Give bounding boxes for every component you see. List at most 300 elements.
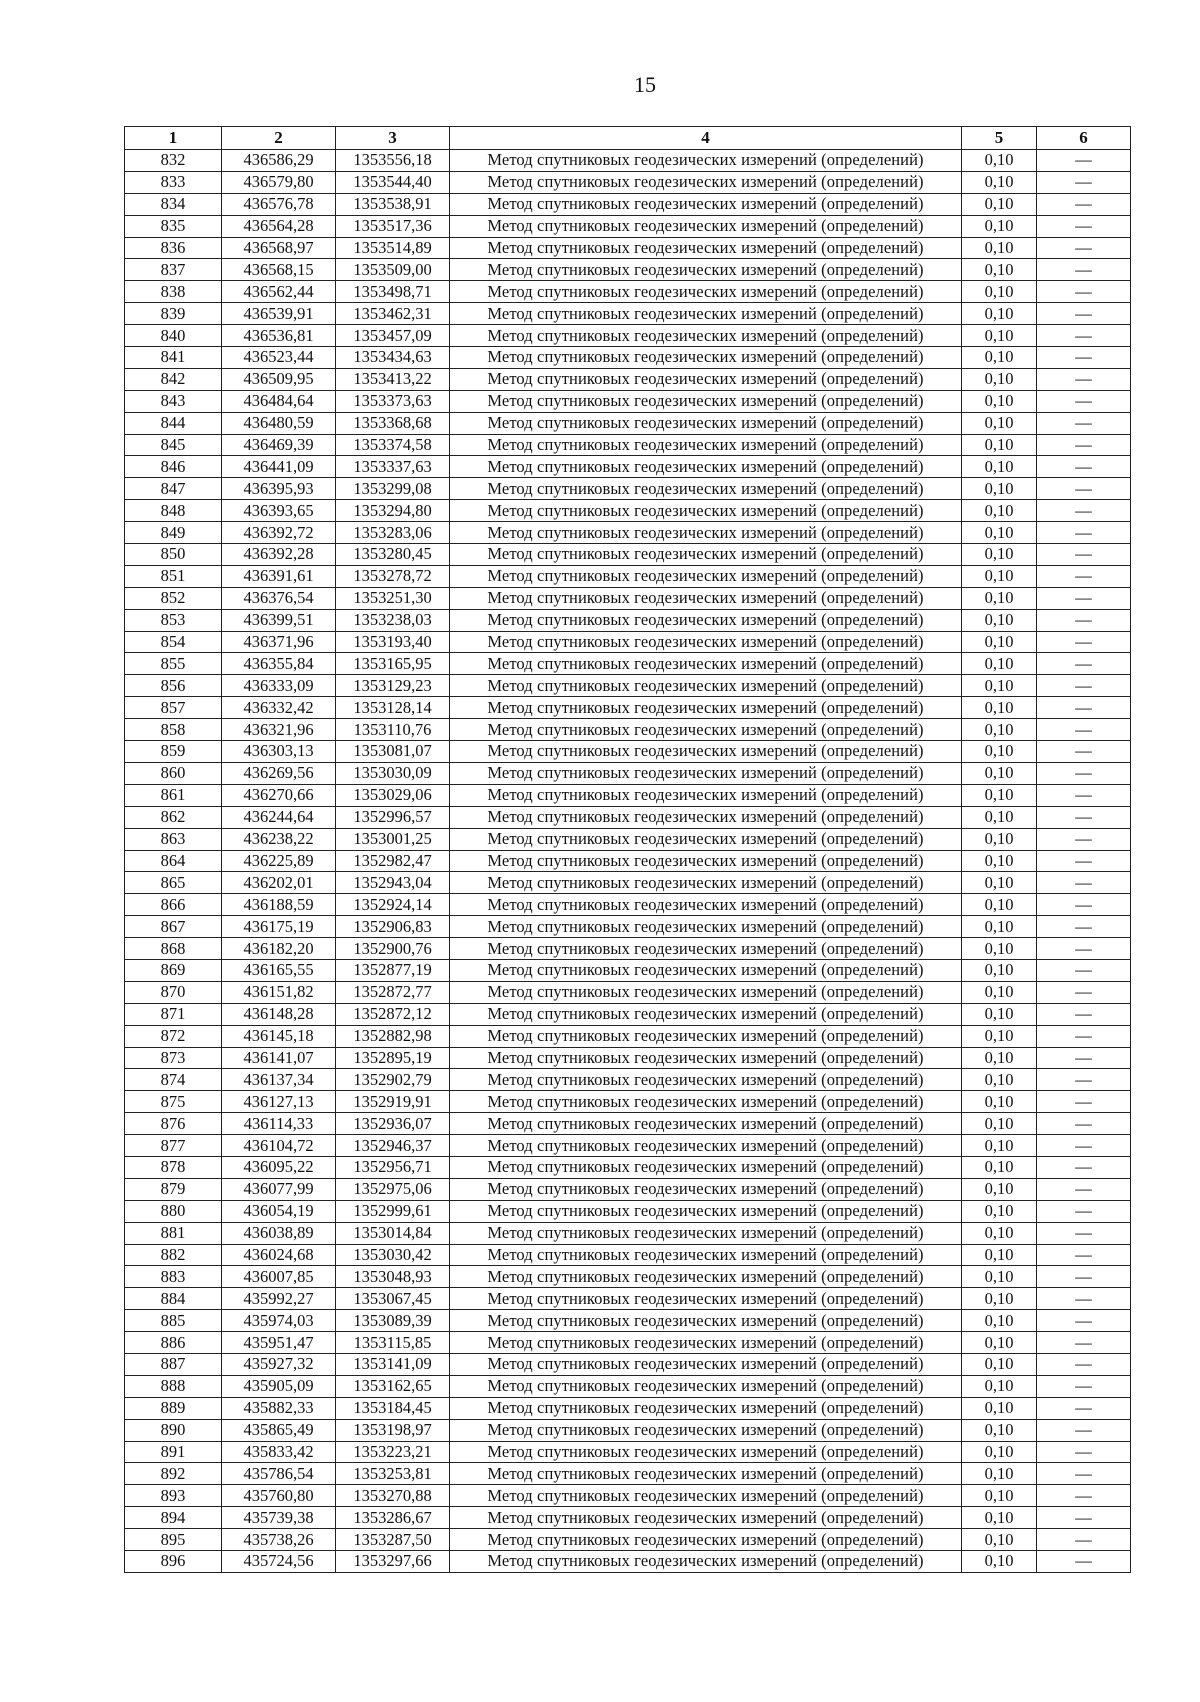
x-coordinate-cell: 436392,72 (222, 522, 336, 544)
description-cell: — (1037, 916, 1131, 938)
point-number-cell: 861 (125, 784, 222, 806)
method-cell: Метод спутниковых геодезических измерений (определений) (450, 828, 962, 850)
point-number-cell: 879 (125, 1178, 222, 1200)
table-row (125, 544, 1131, 566)
precision-cell: 0,10 (962, 281, 1037, 303)
precision-cell: 0,10 (962, 762, 1037, 784)
y-coordinate-cell: 1352975,06 (336, 1178, 450, 1200)
table-row (125, 1069, 1131, 1091)
method-cell: Метод спутниковых геодезических измерений (определений) (450, 1397, 962, 1419)
description-cell: — (1037, 1178, 1131, 1200)
y-coordinate-cell: 1353457,09 (336, 325, 450, 347)
x-coordinate-cell: 436568,97 (222, 237, 336, 259)
precision-cell: 0,10 (962, 959, 1037, 981)
description-cell: — (1037, 171, 1131, 193)
description-cell: — (1037, 1441, 1131, 1463)
y-coordinate-cell: 1353283,06 (336, 522, 450, 544)
precision-cell: 0,10 (962, 587, 1037, 609)
description-cell: — (1037, 237, 1131, 259)
table-row (125, 193, 1131, 215)
x-coordinate-cell: 436355,84 (222, 653, 336, 675)
method-cell: Метод спутниковых геодезических измерений (определений) (450, 631, 962, 653)
point-number-cell: 889 (125, 1397, 222, 1419)
x-coordinate-cell: 436536,81 (222, 325, 336, 347)
table-row (125, 478, 1131, 500)
description-cell: — (1037, 1091, 1131, 1113)
table-row (125, 916, 1131, 938)
table-row (125, 347, 1131, 369)
method-cell: Метод спутниковых геодезических измерений (определений) (450, 500, 962, 522)
table-row (125, 1397, 1131, 1419)
point-number-cell: 858 (125, 719, 222, 741)
header-col-1: 1 (125, 127, 222, 150)
precision-cell: 0,10 (962, 171, 1037, 193)
description-cell: — (1037, 565, 1131, 587)
x-coordinate-cell: 436188,59 (222, 894, 336, 916)
description-cell: — (1037, 1332, 1131, 1354)
page-number: 15 (634, 72, 656, 97)
description-cell: — (1037, 150, 1131, 172)
y-coordinate-cell: 1352919,91 (336, 1091, 450, 1113)
y-coordinate-cell: 1353270,88 (336, 1485, 450, 1507)
precision-cell: 0,10 (962, 1310, 1037, 1332)
x-coordinate-cell: 436127,13 (222, 1091, 336, 1113)
description-cell: — (1037, 215, 1131, 237)
y-coordinate-cell: 1353184,45 (336, 1397, 450, 1419)
point-number-cell: 875 (125, 1091, 222, 1113)
method-cell: Метод спутниковых геодезических измерений (определений) (450, 478, 962, 500)
method-cell: Метод спутниковых геодезических измерений (определений) (450, 1266, 962, 1288)
precision-cell: 0,10 (962, 1244, 1037, 1266)
precision-cell: 0,10 (962, 303, 1037, 325)
description-cell: — (1037, 675, 1131, 697)
description-cell: — (1037, 806, 1131, 828)
x-coordinate-cell: 435905,09 (222, 1375, 336, 1397)
point-number-cell: 876 (125, 1113, 222, 1135)
point-number-cell: 851 (125, 565, 222, 587)
table-row (125, 872, 1131, 894)
point-number-cell: 867 (125, 916, 222, 938)
x-coordinate-cell: 436392,28 (222, 544, 336, 566)
x-coordinate-cell: 436148,28 (222, 1003, 336, 1025)
method-cell: Метод спутниковых геодезических измерений (определений) (450, 259, 962, 281)
point-number-cell: 838 (125, 281, 222, 303)
precision-cell: 0,10 (962, 1113, 1037, 1135)
x-coordinate-cell: 435951,47 (222, 1332, 336, 1354)
method-cell: Метод спутниковых геодезических измерений (определений) (450, 1353, 962, 1375)
y-coordinate-cell: 1353373,63 (336, 390, 450, 412)
method-cell: Метод спутниковых геодезических измерений (определений) (450, 1047, 962, 1069)
x-coordinate-cell: 436399,51 (222, 609, 336, 631)
x-coordinate-cell: 436564,28 (222, 215, 336, 237)
table-row (125, 303, 1131, 325)
description-cell: — (1037, 697, 1131, 719)
description-cell: — (1037, 544, 1131, 566)
description-cell: — (1037, 938, 1131, 960)
point-number-cell: 856 (125, 675, 222, 697)
point-number-cell: 892 (125, 1463, 222, 1485)
table-row (125, 259, 1131, 281)
point-number-cell: 832 (125, 150, 222, 172)
y-coordinate-cell: 1353198,97 (336, 1419, 450, 1441)
method-cell: Метод спутниковых геодезических измерений (определений) (450, 675, 962, 697)
description-cell: — (1037, 1288, 1131, 1310)
precision-cell: 0,10 (962, 500, 1037, 522)
description-cell: — (1037, 1069, 1131, 1091)
y-coordinate-cell: 1353115,85 (336, 1332, 450, 1354)
precision-cell: 0,10 (962, 872, 1037, 894)
precision-cell: 0,10 (962, 565, 1037, 587)
description-cell: — (1037, 347, 1131, 369)
x-coordinate-cell: 435786,54 (222, 1463, 336, 1485)
method-cell: Метод спутниковых геодезических измерений (определений) (450, 281, 962, 303)
point-number-cell: 845 (125, 434, 222, 456)
x-coordinate-cell: 435974,03 (222, 1310, 336, 1332)
table-body (125, 150, 1131, 1573)
precision-cell: 0,10 (962, 1397, 1037, 1419)
precision-cell: 0,10 (962, 828, 1037, 850)
x-coordinate-cell: 436469,39 (222, 434, 336, 456)
point-number-cell: 882 (125, 1244, 222, 1266)
point-number-cell: 883 (125, 1266, 222, 1288)
y-coordinate-cell: 1352877,19 (336, 959, 450, 981)
y-coordinate-cell: 1353287,50 (336, 1529, 450, 1551)
point-number-cell: 836 (125, 237, 222, 259)
precision-cell: 0,10 (962, 259, 1037, 281)
description-cell: — (1037, 981, 1131, 1003)
table-row (125, 631, 1131, 653)
description-cell: — (1037, 1003, 1131, 1025)
description-cell: — (1037, 959, 1131, 981)
point-number-cell: 850 (125, 544, 222, 566)
description-cell: — (1037, 281, 1131, 303)
method-cell: Метод спутниковых геодезических измерений (определений) (450, 1441, 962, 1463)
precision-cell: 0,10 (962, 347, 1037, 369)
precision-cell: 0,10 (962, 675, 1037, 697)
method-cell: Метод спутниковых геодезических измерений (определений) (450, 1419, 962, 1441)
method-cell: Метод спутниковых геодезических измерений (определений) (450, 959, 962, 981)
precision-cell: 0,10 (962, 1156, 1037, 1178)
table-row (125, 609, 1131, 631)
x-coordinate-cell: 436095,22 (222, 1156, 336, 1178)
table-row (125, 653, 1131, 675)
precision-cell: 0,10 (962, 1135, 1037, 1157)
description-cell: — (1037, 1025, 1131, 1047)
x-coordinate-cell: 436007,85 (222, 1266, 336, 1288)
y-coordinate-cell: 1353462,31 (336, 303, 450, 325)
method-cell: Метод спутниковых геодезических измерений (определений) (450, 1529, 962, 1551)
x-coordinate-cell: 436576,78 (222, 193, 336, 215)
method-cell: Метод спутниковых геодезических измерений (определений) (450, 368, 962, 390)
y-coordinate-cell: 1353067,45 (336, 1288, 450, 1310)
description-cell: — (1037, 1310, 1131, 1332)
header-col-5: 5 (962, 127, 1037, 150)
x-coordinate-cell: 436303,13 (222, 741, 336, 763)
precision-cell: 0,10 (962, 412, 1037, 434)
method-cell: Метод спутниковых геодезических измерений (определений) (450, 1288, 962, 1310)
precision-cell: 0,10 (962, 1529, 1037, 1551)
precision-cell: 0,10 (962, 434, 1037, 456)
method-cell: Метод спутниковых геодезических измерений (определений) (450, 1375, 962, 1397)
precision-cell: 0,10 (962, 697, 1037, 719)
table-row (125, 171, 1131, 193)
precision-cell: 0,10 (962, 631, 1037, 653)
precision-cell: 0,10 (962, 1178, 1037, 1200)
method-cell: Метод спутниковых геодезических измерений (определений) (450, 1113, 962, 1135)
method-cell: Метод спутниковых геодезических измерений (определений) (450, 1244, 962, 1266)
table-row (125, 828, 1131, 850)
table-row (125, 1419, 1131, 1441)
table-row (125, 390, 1131, 412)
description-cell: — (1037, 1397, 1131, 1419)
table-row (125, 587, 1131, 609)
x-coordinate-cell: 436270,66 (222, 784, 336, 806)
point-number-cell: 871 (125, 1003, 222, 1025)
precision-cell: 0,10 (962, 1047, 1037, 1069)
precision-cell: 0,10 (962, 1441, 1037, 1463)
description-cell: — (1037, 631, 1131, 653)
x-coordinate-cell: 436509,95 (222, 368, 336, 390)
table-row (125, 1551, 1131, 1573)
point-number-cell: 888 (125, 1375, 222, 1397)
point-number-cell: 841 (125, 347, 222, 369)
coordinates-table (124, 126, 1131, 1573)
y-coordinate-cell: 1353141,09 (336, 1353, 450, 1375)
method-cell: Метод спутниковых геодезических измерений (определений) (450, 1178, 962, 1200)
x-coordinate-cell: 436151,82 (222, 981, 336, 1003)
point-number-cell: 862 (125, 806, 222, 828)
description-cell: — (1037, 850, 1131, 872)
precision-cell: 0,10 (962, 237, 1037, 259)
x-coordinate-cell: 436332,42 (222, 697, 336, 719)
table-row (125, 959, 1131, 981)
point-number-cell: 869 (125, 959, 222, 981)
table-row (125, 1485, 1131, 1507)
method-cell: Метод спутниковых геодезических измерений (определений) (450, 522, 962, 544)
table-row (125, 1529, 1131, 1551)
description-cell: — (1037, 1375, 1131, 1397)
x-coordinate-cell: 436202,01 (222, 872, 336, 894)
x-coordinate-cell: 436269,56 (222, 762, 336, 784)
y-coordinate-cell: 1353129,23 (336, 675, 450, 697)
precision-cell: 0,10 (962, 1091, 1037, 1113)
method-cell: Метод спутниковых геодезических измерений (определений) (450, 1551, 962, 1573)
description-cell: — (1037, 1244, 1131, 1266)
method-cell: Метод спутниковых геодезических измерений (определений) (450, 1091, 962, 1113)
y-coordinate-cell: 1352900,76 (336, 938, 450, 960)
table-row (125, 281, 1131, 303)
y-coordinate-cell: 1353029,06 (336, 784, 450, 806)
table-row (125, 894, 1131, 916)
description-cell: — (1037, 1551, 1131, 1573)
method-cell: Метод спутниковых геодезических измерений (определений) (450, 1507, 962, 1529)
x-coordinate-cell: 436038,89 (222, 1222, 336, 1244)
table-row (125, 522, 1131, 544)
point-number-cell: 863 (125, 828, 222, 850)
precision-cell: 0,10 (962, 456, 1037, 478)
precision-cell: 0,10 (962, 1419, 1037, 1441)
description-cell: — (1037, 456, 1131, 478)
table-row (125, 1507, 1131, 1529)
y-coordinate-cell: 1352895,19 (336, 1047, 450, 1069)
method-cell: Метод спутниковых геодезических измерений (определений) (450, 719, 962, 741)
method-cell: Метод спутниковых геодезических измерений (определений) (450, 697, 962, 719)
point-number-cell: 887 (125, 1353, 222, 1375)
table-row (125, 1266, 1131, 1288)
method-cell: Метод спутниковых геодезических измерений (определений) (450, 916, 962, 938)
y-coordinate-cell: 1353413,22 (336, 368, 450, 390)
method-cell: Метод спутниковых геодезических измерений (определений) (450, 741, 962, 763)
point-number-cell: 880 (125, 1200, 222, 1222)
precision-cell: 0,10 (962, 150, 1037, 172)
method-cell: Метод спутниковых геодезических измерений (определений) (450, 1156, 962, 1178)
precision-cell: 0,10 (962, 1463, 1037, 1485)
precision-cell: 0,10 (962, 1507, 1037, 1529)
method-cell: Метод спутниковых геодезических измерений (определений) (450, 1003, 962, 1025)
table-row (125, 762, 1131, 784)
description-cell: — (1037, 762, 1131, 784)
precision-cell: 0,10 (962, 894, 1037, 916)
method-cell: Метод спутниковых геодезических измерений (определений) (450, 1222, 962, 1244)
x-coordinate-cell: 436165,55 (222, 959, 336, 981)
method-cell: Метод спутниковых геодезических измерений (определений) (450, 390, 962, 412)
point-number-cell: 895 (125, 1529, 222, 1551)
description-cell: — (1037, 653, 1131, 675)
x-coordinate-cell: 435738,26 (222, 1529, 336, 1551)
table-row (125, 1091, 1131, 1113)
table-row (125, 1353, 1131, 1375)
x-coordinate-cell: 436114,33 (222, 1113, 336, 1135)
description-cell: — (1037, 1135, 1131, 1157)
method-cell: Метод спутниковых геодезических измерений (определений) (450, 1200, 962, 1222)
point-number-cell: 878 (125, 1156, 222, 1178)
table-row (125, 1332, 1131, 1354)
precision-cell: 0,10 (962, 850, 1037, 872)
point-number-cell: 839 (125, 303, 222, 325)
point-number-cell: 842 (125, 368, 222, 390)
description-cell: — (1037, 478, 1131, 500)
x-coordinate-cell: 436391,61 (222, 565, 336, 587)
y-coordinate-cell: 1352872,12 (336, 1003, 450, 1025)
description-cell: — (1037, 368, 1131, 390)
precision-cell: 0,10 (962, 916, 1037, 938)
table-row (125, 1222, 1131, 1244)
header-col-4: 4 (450, 127, 962, 150)
y-coordinate-cell: 1353223,21 (336, 1441, 450, 1463)
y-coordinate-cell: 1353253,81 (336, 1463, 450, 1485)
y-coordinate-cell: 1352956,71 (336, 1156, 450, 1178)
point-number-cell: 848 (125, 500, 222, 522)
y-coordinate-cell: 1353434,63 (336, 347, 450, 369)
method-cell: Метод спутниковых геодезических измерений (определений) (450, 544, 962, 566)
x-coordinate-cell: 436141,07 (222, 1047, 336, 1069)
y-coordinate-cell: 1353294,80 (336, 500, 450, 522)
method-cell: Метод спутниковых геодезических измерений (определений) (450, 1135, 962, 1157)
precision-cell: 0,10 (962, 1200, 1037, 1222)
point-number-cell: 864 (125, 850, 222, 872)
x-coordinate-cell: 436104,72 (222, 1135, 336, 1157)
precision-cell: 0,10 (962, 1485, 1037, 1507)
description-cell: — (1037, 193, 1131, 215)
table-row (125, 697, 1131, 719)
point-number-cell: 890 (125, 1419, 222, 1441)
method-cell: Метод спутниковых геодезических измерений (определений) (450, 1463, 962, 1485)
y-coordinate-cell: 1353556,18 (336, 150, 450, 172)
y-coordinate-cell: 1352924,14 (336, 894, 450, 916)
table-header-row (125, 127, 1131, 150)
table-row (125, 434, 1131, 456)
method-cell: Метод спутниковых геодезических измерений (определений) (450, 872, 962, 894)
y-coordinate-cell: 1353251,30 (336, 587, 450, 609)
description-cell: — (1037, 303, 1131, 325)
description-cell: — (1037, 609, 1131, 631)
point-number-cell: 891 (125, 1441, 222, 1463)
y-coordinate-cell: 1353165,95 (336, 653, 450, 675)
precision-cell: 0,10 (962, 1222, 1037, 1244)
precision-cell: 0,10 (962, 1375, 1037, 1397)
method-cell: Метод спутниковых геодезических измерений (определений) (450, 456, 962, 478)
precision-cell: 0,10 (962, 1332, 1037, 1354)
point-number-cell: 874 (125, 1069, 222, 1091)
description-cell: — (1037, 1113, 1131, 1135)
x-coordinate-cell: 436395,93 (222, 478, 336, 500)
y-coordinate-cell: 1352943,04 (336, 872, 450, 894)
table-row (125, 1135, 1131, 1157)
table-row (125, 1113, 1131, 1135)
y-coordinate-cell: 1353030,42 (336, 1244, 450, 1266)
method-cell: Метод спутниковых геодезических измерений (определений) (450, 565, 962, 587)
point-number-cell: 896 (125, 1551, 222, 1573)
x-coordinate-cell: 435927,32 (222, 1353, 336, 1375)
table-row (125, 1200, 1131, 1222)
point-number-cell: 884 (125, 1288, 222, 1310)
precision-cell: 0,10 (962, 544, 1037, 566)
description-cell: — (1037, 741, 1131, 763)
description-cell: — (1037, 784, 1131, 806)
y-coordinate-cell: 1353089,39 (336, 1310, 450, 1332)
precision-cell: 0,10 (962, 1551, 1037, 1573)
y-coordinate-cell: 1353030,09 (336, 762, 450, 784)
precision-cell: 0,10 (962, 215, 1037, 237)
point-number-cell: 859 (125, 741, 222, 763)
precision-cell: 0,10 (962, 390, 1037, 412)
method-cell: Метод спутниковых геодезических измерений (определений) (450, 193, 962, 215)
table-row (125, 565, 1131, 587)
y-coordinate-cell: 1353280,45 (336, 544, 450, 566)
precision-cell: 0,10 (962, 1353, 1037, 1375)
point-number-cell: 840 (125, 325, 222, 347)
table-row (125, 1463, 1131, 1485)
description-cell: — (1037, 894, 1131, 916)
x-coordinate-cell: 436568,15 (222, 259, 336, 281)
point-number-cell: 855 (125, 653, 222, 675)
point-number-cell: 894 (125, 1507, 222, 1529)
precision-cell: 0,10 (962, 1288, 1037, 1310)
y-coordinate-cell: 1352999,61 (336, 1200, 450, 1222)
y-coordinate-cell: 1353514,89 (336, 237, 450, 259)
method-cell: Метод спутниковых геодезических измерений (определений) (450, 653, 962, 675)
description-cell: — (1037, 259, 1131, 281)
x-coordinate-cell: 436333,09 (222, 675, 336, 697)
point-number-cell: 834 (125, 193, 222, 215)
x-coordinate-cell: 435882,33 (222, 1397, 336, 1419)
precision-cell: 0,10 (962, 938, 1037, 960)
x-coordinate-cell: 436480,59 (222, 412, 336, 434)
y-coordinate-cell: 1352882,98 (336, 1025, 450, 1047)
method-cell: Метод спутниковых геодезических измерений (определений) (450, 215, 962, 237)
table-row (125, 1047, 1131, 1069)
table-row (125, 784, 1131, 806)
